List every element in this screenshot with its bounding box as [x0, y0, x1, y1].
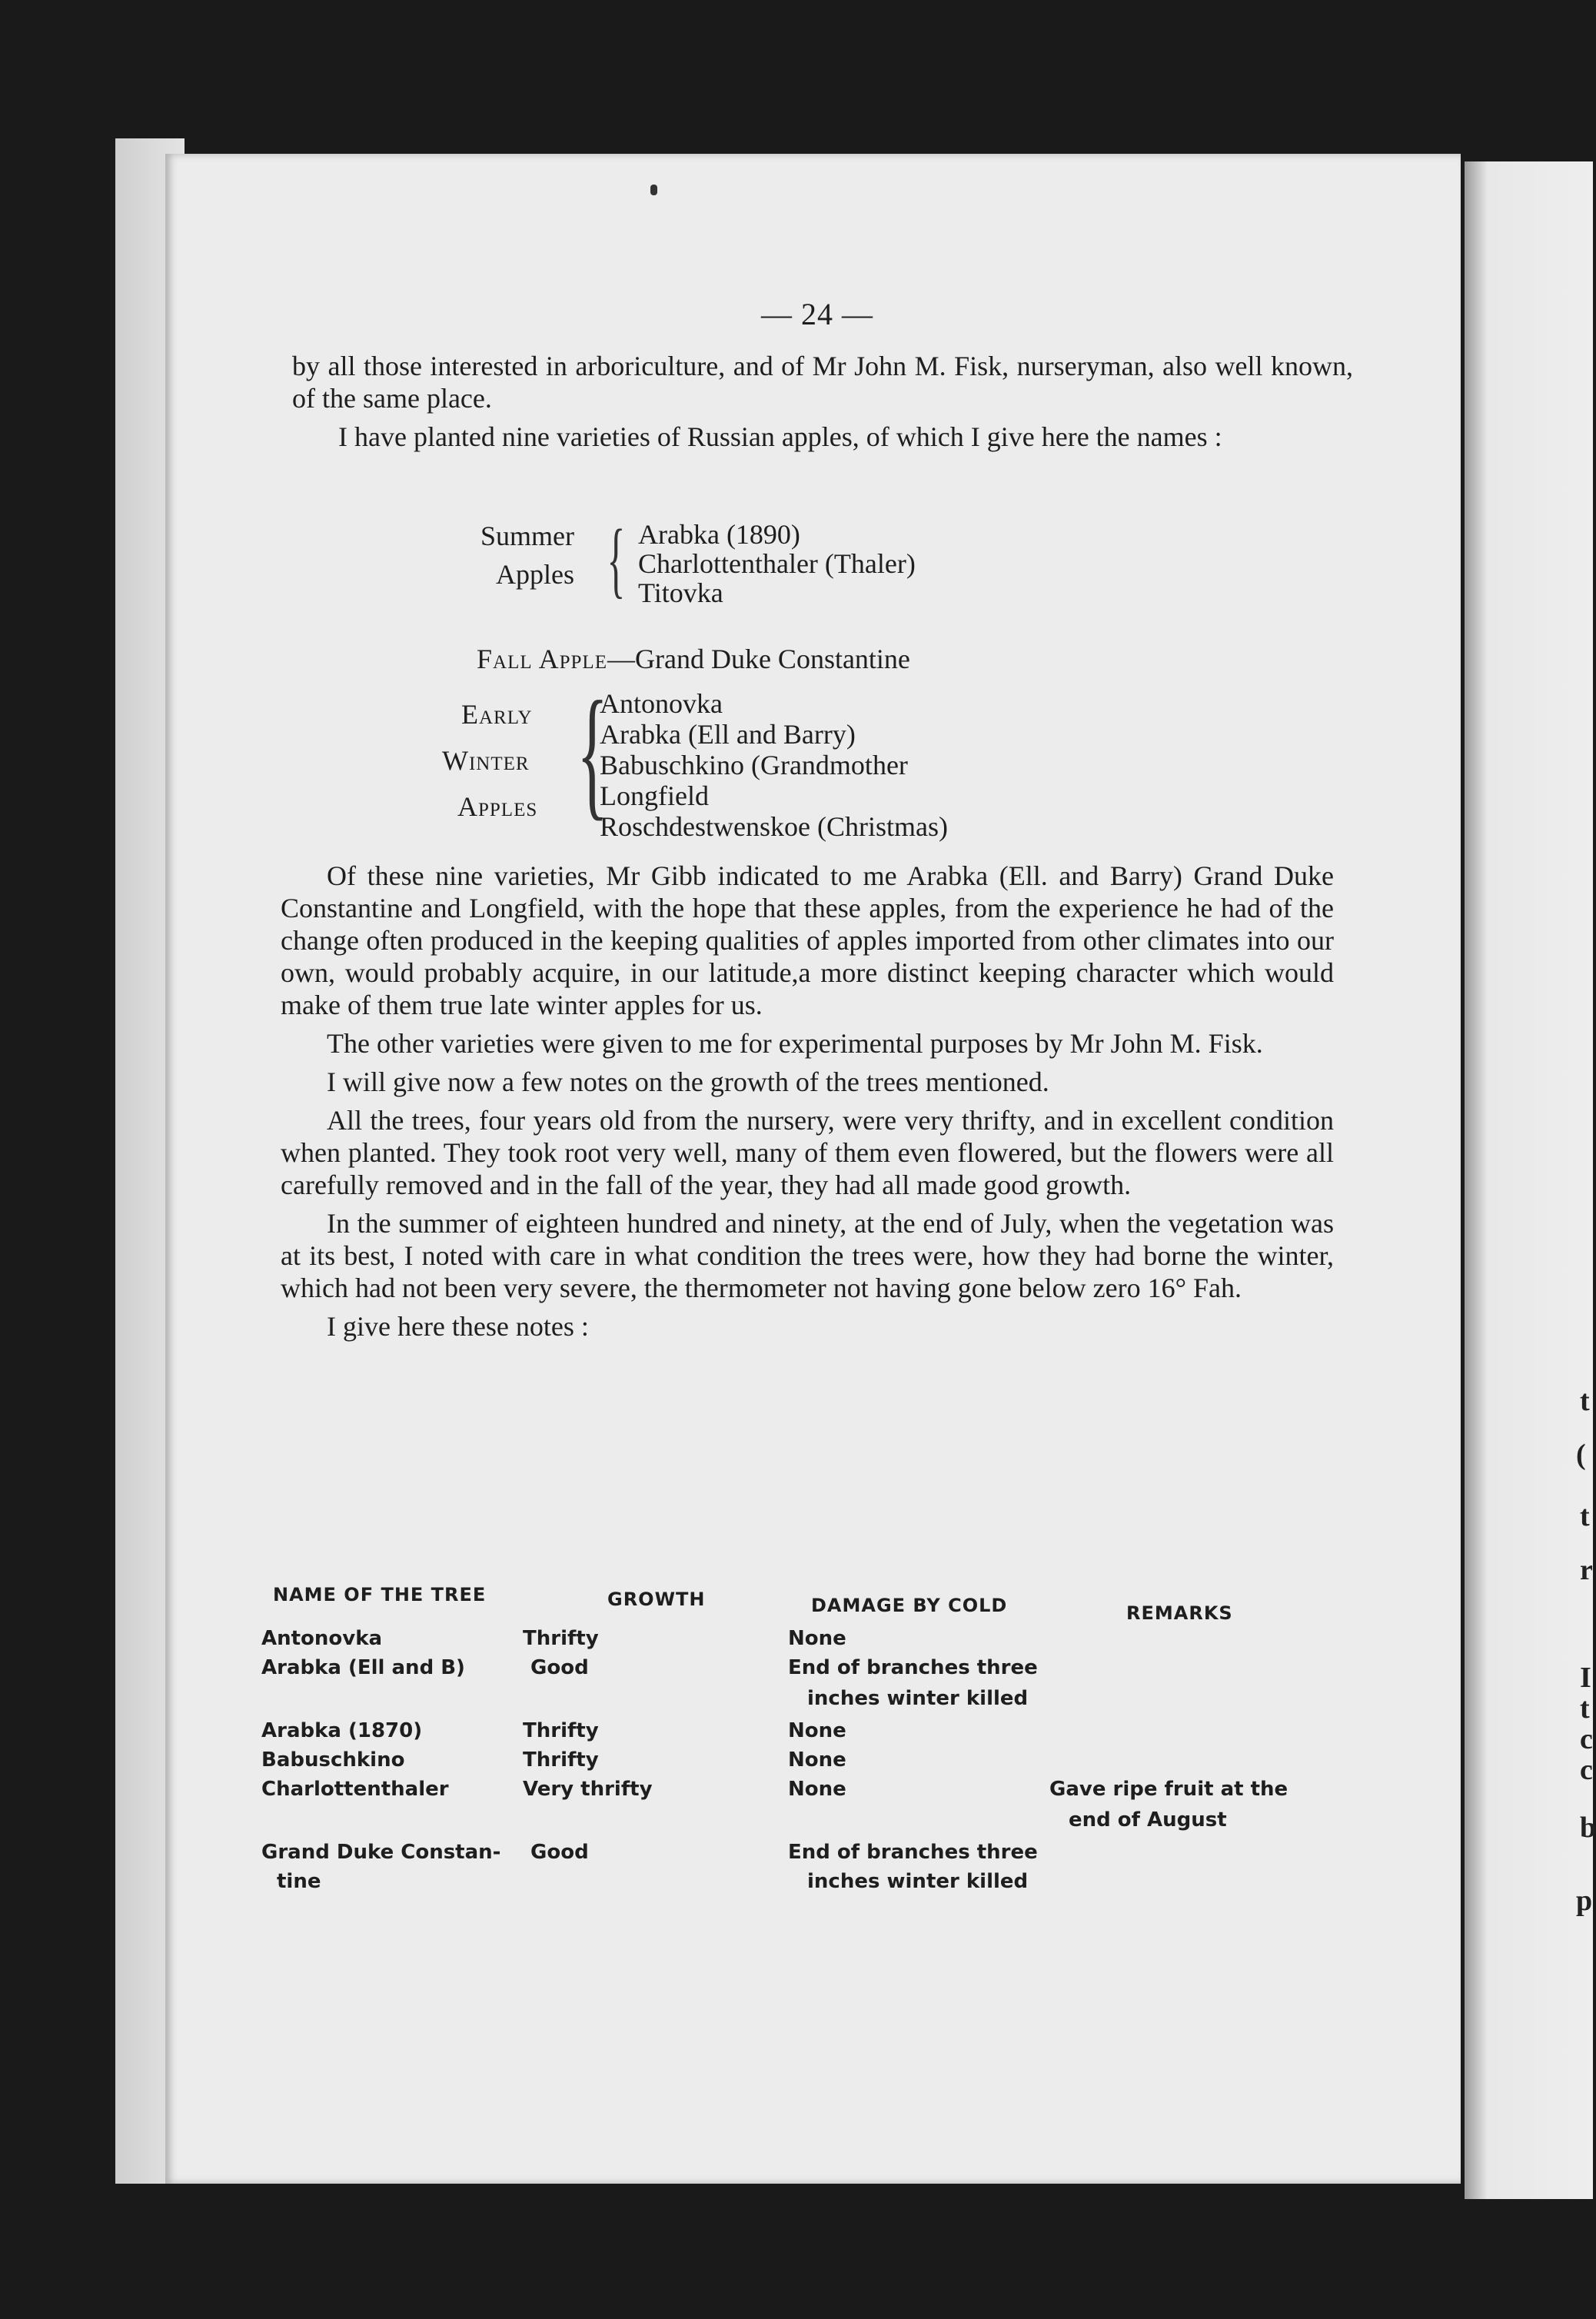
body-paragraph: I will give now a few notes on the growth of the trees mentioned. [327, 1066, 1049, 1097]
remarks-cell: Gave ripe fruit at the [1049, 1778, 1288, 1801]
intro-paragraph: by all those interested in arboriculture, and of Mr John M. Fisk, nurseryman, also well known, of the same place. [292, 351, 1353, 414]
table-header: DAMAGE BY COLD [811, 1595, 1008, 1616]
right-page-fragment: p [1576, 1885, 1593, 1917]
table-header: NAME OF THE TREE [273, 1584, 487, 1605]
right-page-fragment: b [1580, 1812, 1596, 1844]
early-winter-apples-block [442, 672, 1057, 850]
right-page-fragment: c [1580, 1754, 1593, 1786]
table-row [254, 1778, 1330, 1804]
growth-cell: Thrifty [523, 1719, 599, 1742]
tree-name-cell: Arabka (Ell and B) [261, 1656, 465, 1679]
tree-name-cell: Grand Duke Constan- [261, 1841, 501, 1864]
table-row [254, 1748, 1330, 1775]
variety-item: Longfield [600, 780, 709, 811]
damage-cell-continuation: inches winter killed [807, 1687, 1029, 1710]
tree-name-cell: Arabka (1870) [261, 1719, 423, 1742]
variety-item: Arabka (Ell and Barry) [600, 719, 856, 750]
right-page-fragment: t [1580, 1692, 1590, 1725]
variety-item: Babuschkino (Grandmother [600, 750, 908, 780]
right-page-edge [1465, 161, 1596, 2199]
intro-paragraph: I have planted nine varieties of Russian apples, of which I give here the names : [338, 421, 1222, 452]
growth-cell: Good [530, 1656, 589, 1679]
right-page-fragment: t [1580, 1500, 1590, 1532]
summer-apples-block [480, 512, 1019, 620]
growth-cell: Very thrifty [523, 1778, 653, 1801]
variety-item: Charlottenthaler (Thaler) [638, 548, 916, 579]
body-paragraph: All the trees, four years old from the nursery, were very thrifty, and in excellent condition when planted. They took root very well, many of them even flowered, but the flowers were all carefully removed and in the fall of the year, they had all made good growth. [281, 1105, 1334, 1200]
damage-cell: None [788, 1719, 846, 1742]
ink-speck [650, 185, 657, 195]
damage-cell: None [788, 1627, 846, 1650]
fall-apple-label: Fall Apple [477, 644, 607, 674]
growth-cell: Thrifty [523, 1627, 599, 1650]
table-row [254, 1627, 1330, 1653]
damage-cell: None [788, 1748, 846, 1772]
variety-item: Roschdestwenskoe (Christmas) [600, 811, 948, 842]
body-paragraph: Of these nine varieties, Mr Gibb indicated to me Arabka (Ell. and Barry) Grand Duke Constantine and Longfield, with the hope that these apples, from the experience he had of the change often produced in the keeping qualities of apples imported from other climates into our own, would probably acquire, in our latitude,a more distinct keeping character which would make of them true late winter apples for us. [281, 860, 1334, 1020]
variety-item: Antonovka [600, 688, 723, 719]
right-page-fragment: r [1580, 1554, 1593, 1586]
summer-label: Summer [480, 521, 574, 551]
damage-cell-continuation: inches winter killed [807, 1870, 1029, 1893]
body-paragraph: I give here these notes : [327, 1311, 589, 1342]
page-number: — 24 — [761, 297, 873, 331]
apples-label: Apples [457, 791, 538, 822]
variety-item: Titovka [638, 577, 723, 608]
apples-label: Apples [496, 559, 574, 590]
right-page-fragment: I [1580, 1662, 1591, 1694]
damage-cell: End of branches three [788, 1841, 1038, 1864]
tree-name-cell: Babuschkino [261, 1748, 405, 1772]
damage-cell: None [788, 1778, 846, 1801]
damage-cell: End of branches three [788, 1656, 1038, 1679]
early-label: Early [461, 699, 533, 730]
brace-icon: { [577, 672, 609, 833]
fall-apple-value: —Grand Duke Constantine [607, 644, 910, 674]
table-header: GROWTH [607, 1589, 706, 1610]
table-row [254, 1719, 1330, 1745]
brace-icon: { [607, 512, 626, 606]
table-row [254, 1841, 1330, 1867]
table-row [254, 1656, 1330, 1682]
tree-name-cell-continuation: tine [277, 1870, 321, 1893]
table-header: REMARKS [1126, 1602, 1233, 1624]
winter-label: Winter [442, 745, 530, 776]
body-text [281, 860, 1334, 1349]
right-page-fragment: ( [1576, 1439, 1586, 1471]
body-paragraph: The other varieties were given to me for experimental purposes by Mr John M. Fisk. [327, 1028, 1263, 1059]
intro-text [292, 350, 1353, 459]
tree-name-cell: Antonovka [261, 1627, 383, 1650]
fall-apple-line [477, 644, 1092, 674]
body-paragraph: In the summer of eighteen hundred and ninety, at the end of July, when the vegetation was at its best, I noted with care in what condition the trees were, how they had borne the winter, which had not been very severe, the thermometer not having gone below zero 16° Fah. [281, 1208, 1334, 1303]
variety-item: Arabka (1890) [638, 519, 800, 550]
growth-cell: Good [530, 1841, 589, 1864]
right-page-fragment: t [1580, 1385, 1590, 1417]
tree-name-cell: Charlottenthaler [261, 1778, 449, 1801]
right-page-fragment: c [1580, 1723, 1593, 1755]
growth-cell: Thrifty [523, 1748, 599, 1772]
remarks-cell-continuation: end of August [1069, 1808, 1227, 1832]
